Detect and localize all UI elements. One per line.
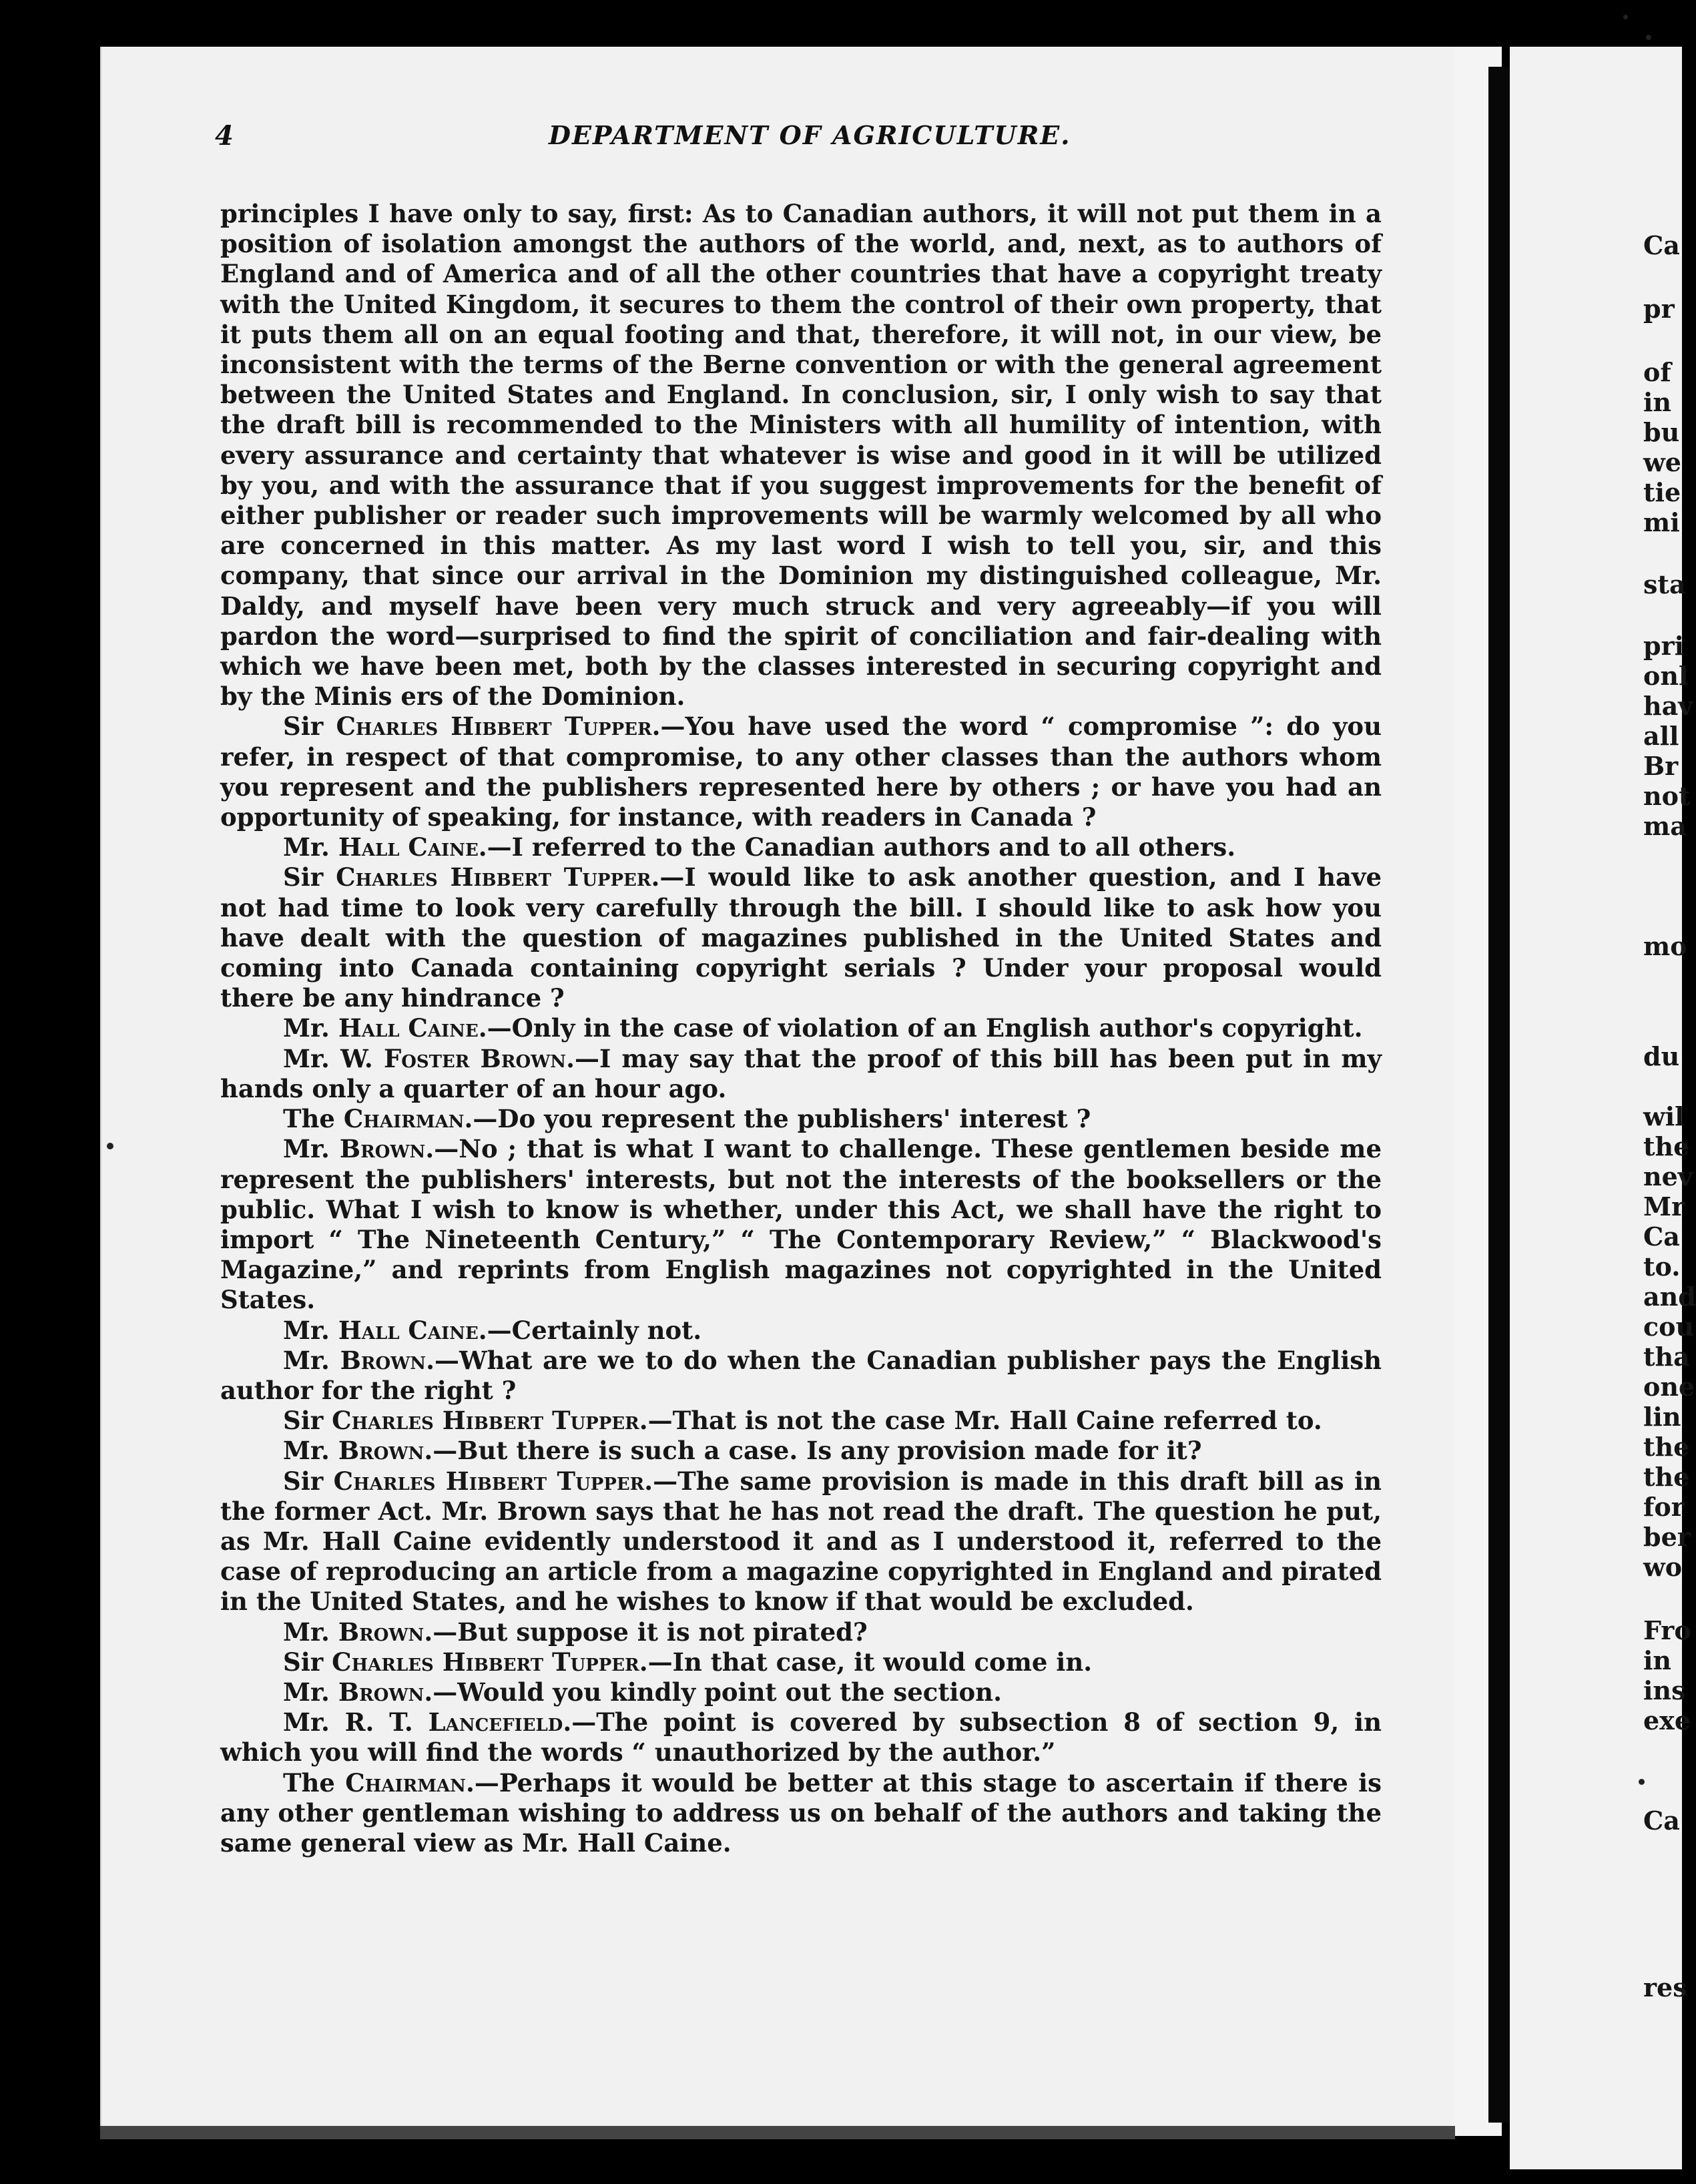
- binding-divider: [1488, 67, 1510, 2123]
- edge-fragment: exe: [1643, 1705, 1691, 1735]
- edge-fragment: tha: [1643, 1342, 1690, 1372]
- paragraph-text: .—But there is such a case. Is any provision made for it?: [424, 1436, 1202, 1466]
- edge-fragment: and: [1643, 1282, 1696, 1312]
- edge-fragment: lin: [1643, 1402, 1681, 1432]
- paragraph-text: .—No ; that is what I want to challenge. These gentlemen beside me represent the publishers' interests, but not the interests of the booksellers or the public. What I wish to know is whether, under this Act, we shall have the right to import “ The Nineteenth Century,” “ The Contemporary Review,” “ Blackwood's Magazine,” and reprints from English magazines not copyrighted in the United States.: [220, 1134, 1382, 1315]
- speaker-name: Chairman: [345, 1767, 466, 1798]
- running-head: [215, 120, 1403, 160]
- paragraph: [220, 1617, 1382, 1647]
- edge-fragment: tie: [1643, 477, 1681, 507]
- edge-fragment: Br: [1643, 751, 1679, 781]
- edge-fragment: nev: [1643, 1161, 1693, 1191]
- ink-speck: [1639, 1779, 1645, 1785]
- paragraph-text: .—I would like to ask another question, and I have not had time to look very carefully through the bill. I should like to ask how you have dealt with the question of magazines published in the United States and coming into Canada containing copyright serials ? Under your proposal would there be any hindrance ?: [220, 862, 1382, 1013]
- speaker-name: Chairman: [343, 1104, 465, 1134]
- ink-speck: [1623, 15, 1628, 19]
- paragraph: [220, 1768, 1382, 1859]
- speaker-name: Hall Caine: [338, 1013, 479, 1043]
- paragraph-text: .—I referred to the Canadian authors and to all others.: [478, 832, 1236, 862]
- paragraph: [220, 1707, 1382, 1767]
- page-number: 4: [215, 120, 234, 152]
- edge-fragment: mi: [1643, 507, 1680, 537]
- edge-fragment: bu: [1643, 417, 1680, 447]
- edge-fragment: Ca: [1643, 230, 1680, 260]
- edge-fragment: wil: [1643, 1101, 1685, 1131]
- edge-fragment: res: [1643, 1972, 1687, 2002]
- edge-fragment: the: [1643, 1462, 1690, 1492]
- speaker-name: Hall Caine: [338, 832, 479, 862]
- paragraph: [220, 1013, 1382, 1043]
- paragraph-text: Sir: [283, 862, 336, 892]
- paragraph-text: .—In that case, it would come in.: [639, 1647, 1093, 1677]
- paragraph: [220, 1044, 1382, 1104]
- speaker-name: Charles Hibbert Tupper: [336, 712, 652, 742]
- paragraph-text: Mr.: [283, 1013, 338, 1043]
- speaker-name: Brown: [338, 1617, 425, 1647]
- edge-fragment: one: [1643, 1372, 1695, 1402]
- edge-fragment: the: [1643, 1432, 1690, 1462]
- speaker-name: Lancefield: [428, 1707, 563, 1737]
- edge-fragment: Ca: [1643, 1221, 1680, 1252]
- paragraph: [220, 1134, 1382, 1315]
- edge-fragment: mo: [1643, 931, 1687, 961]
- paragraph: [220, 832, 1382, 862]
- speaker-name: Brown: [338, 1436, 425, 1466]
- paragraph-text: .—Certainly not.: [478, 1315, 702, 1345]
- paragraph-text: .—I may say that the proof of this bill has been put in my hands only a quarter of an hour ago.: [220, 1043, 1382, 1103]
- paragraph-text: Mr.: [283, 1134, 340, 1164]
- paragraph: [220, 1647, 1382, 1677]
- paragraph-text: principles I have only to say, first: As to Canadian authors, it will not put them in a position of isolation amongst the authors of the world, and, next, as to authors of England and of America and of all the other countries that have a copyright treaty with the United Kingdom, it secures to them the control of their own property, that it puts them all on an equal footing and that, therefore, it will not, in our view, be inconsistent with the terms of the Berne convention or with the general agreement between the United States and England. In conclusion, sir, I only wish to say that the draft bill is recommended to the Ministers with all humility of intention, with every assurance and certainty that whatever is wise and good in it will be utilized by you, and with the assurance that if you suggest improvements for the benefit of either publisher or reader such improvements will be warmly welcomed by all who are concerned in this matter. As my last word I wish to tell you, sir, and this company, that since our arrival in the Dominion my distinguished colleague, Mr. Daldy, and myself have been very much struck and very agreeably—if you will pardon the word—surprised to find the spirit of conciliation and fair-dealing with which we have been met, both by the classes interested in securing copyright and by the Minis ers of the Dominion.: [220, 199, 1382, 712]
- edge-fragment: we: [1643, 447, 1681, 477]
- edge-fragment: cou: [1643, 1312, 1695, 1342]
- edge-fragment: for: [1643, 1492, 1685, 1522]
- edge-fragment: pr: [1643, 294, 1675, 324]
- paragraph-text: Mr.: [283, 1315, 338, 1345]
- ink-speck: [107, 1143, 113, 1149]
- edge-fragment: Fro: [1643, 1615, 1691, 1645]
- edge-fragment: not: [1643, 781, 1691, 811]
- edge-fragment: all: [1643, 721, 1679, 751]
- paragraph: [220, 712, 1382, 832]
- speaker-name: Charles Hibbert Tupper: [332, 1647, 639, 1677]
- edge-fragment: of: [1643, 357, 1671, 387]
- paragraph-text: Mr.: [283, 1345, 340, 1375]
- edge-fragment: du: [1643, 1041, 1680, 1071]
- paragraph: [220, 1466, 1382, 1617]
- paragraph-text: .—But suppose it is not pirated?: [424, 1617, 868, 1647]
- paragraph-text: Sir: [283, 712, 336, 742]
- edge-fragment: Ca: [1643, 1806, 1680, 1836]
- paragraph-text: .—The point is covered by subsection 8 of section 9, in which you will find the words “ unauthorized by the author.”: [220, 1707, 1382, 1767]
- paragraph-text: .—That is not the case Mr. Hall Caine referred to.: [639, 1406, 1322, 1436]
- paragraph-text: .—The same provision is made in this draft bill as in the former Act. Mr. Brown says that he has not read the draft. The question he put, as Mr. Hall Caine evidently understood it and as I understood it, referred to the case of reproducing an article from a magazine copyrighted in England and pirated in the United States, and he wishes to know if that would be excluded.: [220, 1466, 1382, 1617]
- paragraph-text: Mr. W.: [283, 1043, 384, 1073]
- edge-fragment: in: [1643, 1645, 1672, 1675]
- paragraph-text: .—You have used the word “ compromise ”: do you refer, in respect of that compromise, to any other classes than the authors whom you represent and the publishers represented here by others ; or have you had an opportunity of speaking, for instance, with readers in Canada ?: [220, 712, 1382, 832]
- paragraph-text: .—What are we to do when the Canadian publisher pays the English author for the right ?: [220, 1345, 1382, 1405]
- paragraph: [220, 862, 1382, 1013]
- page-title: DEPARTMENT OF AGRICULTURE.: [549, 120, 1071, 150]
- paragraph: [220, 1316, 1382, 1346]
- paragraph: [220, 199, 1382, 712]
- paragraph: [220, 1436, 1382, 1466]
- paragraph-text: .—Perhaps it would be better at this stage to ascertain if there is any other gentleman wishing to address us on behalf of the authors and taking the same general view as Mr. Hall Caine.: [220, 1767, 1382, 1858]
- paragraph: [220, 1104, 1382, 1134]
- edge-fragment: ins: [1643, 1675, 1686, 1705]
- paragraph-text: Mr.: [283, 832, 338, 862]
- speaker-name: Charles Hibbert Tupper: [336, 862, 651, 892]
- edge-fragment: the: [1643, 1131, 1690, 1161]
- edge-fragment: hav: [1643, 691, 1693, 721]
- edge-fragment: ma: [1643, 811, 1687, 841]
- speaker-name: Charles Hibbert Tupper: [332, 1406, 639, 1436]
- edge-fragment: onl: [1643, 661, 1689, 691]
- edge-fragment: to.: [1643, 1252, 1681, 1282]
- edge-fragment: sta: [1643, 569, 1686, 599]
- paragraph-text: Mr.: [283, 1617, 338, 1647]
- edge-fragment: ber: [1643, 1522, 1691, 1552]
- paragraph-text: .—Do you represent the publishers' interest ?: [464, 1104, 1091, 1134]
- edge-fragment: pri: [1643, 631, 1685, 661]
- paragraph-text: Sir: [283, 1406, 332, 1436]
- speaker-name: Charles Hibbert Tupper: [333, 1466, 645, 1496]
- paragraph-text: Mr.: [283, 1677, 338, 1707]
- paragraph-text: .—Only in the case of violation of an English author's copyright.: [478, 1013, 1363, 1043]
- paragraph-text: .—Would you kindly point out the section.: [424, 1677, 1002, 1707]
- paragraph-text: Mr.: [283, 1436, 338, 1466]
- edge-fragment: in: [1643, 387, 1672, 417]
- paragraph-text: Sir: [283, 1647, 332, 1677]
- speaker-name: Brown: [339, 1134, 426, 1164]
- ink-speck: [1646, 35, 1651, 40]
- speaker-name: Hall Caine: [338, 1315, 479, 1345]
- edge-fragment: Mr: [1643, 1191, 1685, 1221]
- paragraph: [220, 1677, 1382, 1707]
- facing-page-text-fragments: [1643, 0, 1696, 2184]
- paragraph-text: Sir: [283, 1466, 334, 1496]
- paragraph-text: The: [283, 1104, 344, 1134]
- edge-fragment: wo: [1643, 1552, 1683, 1582]
- body-text: [220, 199, 1382, 1858]
- page-shadow: [100, 2126, 1455, 2139]
- paragraph: [220, 1346, 1382, 1406]
- paragraph: [220, 1406, 1382, 1436]
- paragraph-text: Mr. R. T.: [283, 1707, 429, 1737]
- speaker-name: Brown: [338, 1677, 425, 1707]
- speaker-name: Brown: [340, 1345, 427, 1375]
- speaker-name: Foster Brown: [383, 1043, 567, 1073]
- paragraph-text: The: [283, 1767, 346, 1798]
